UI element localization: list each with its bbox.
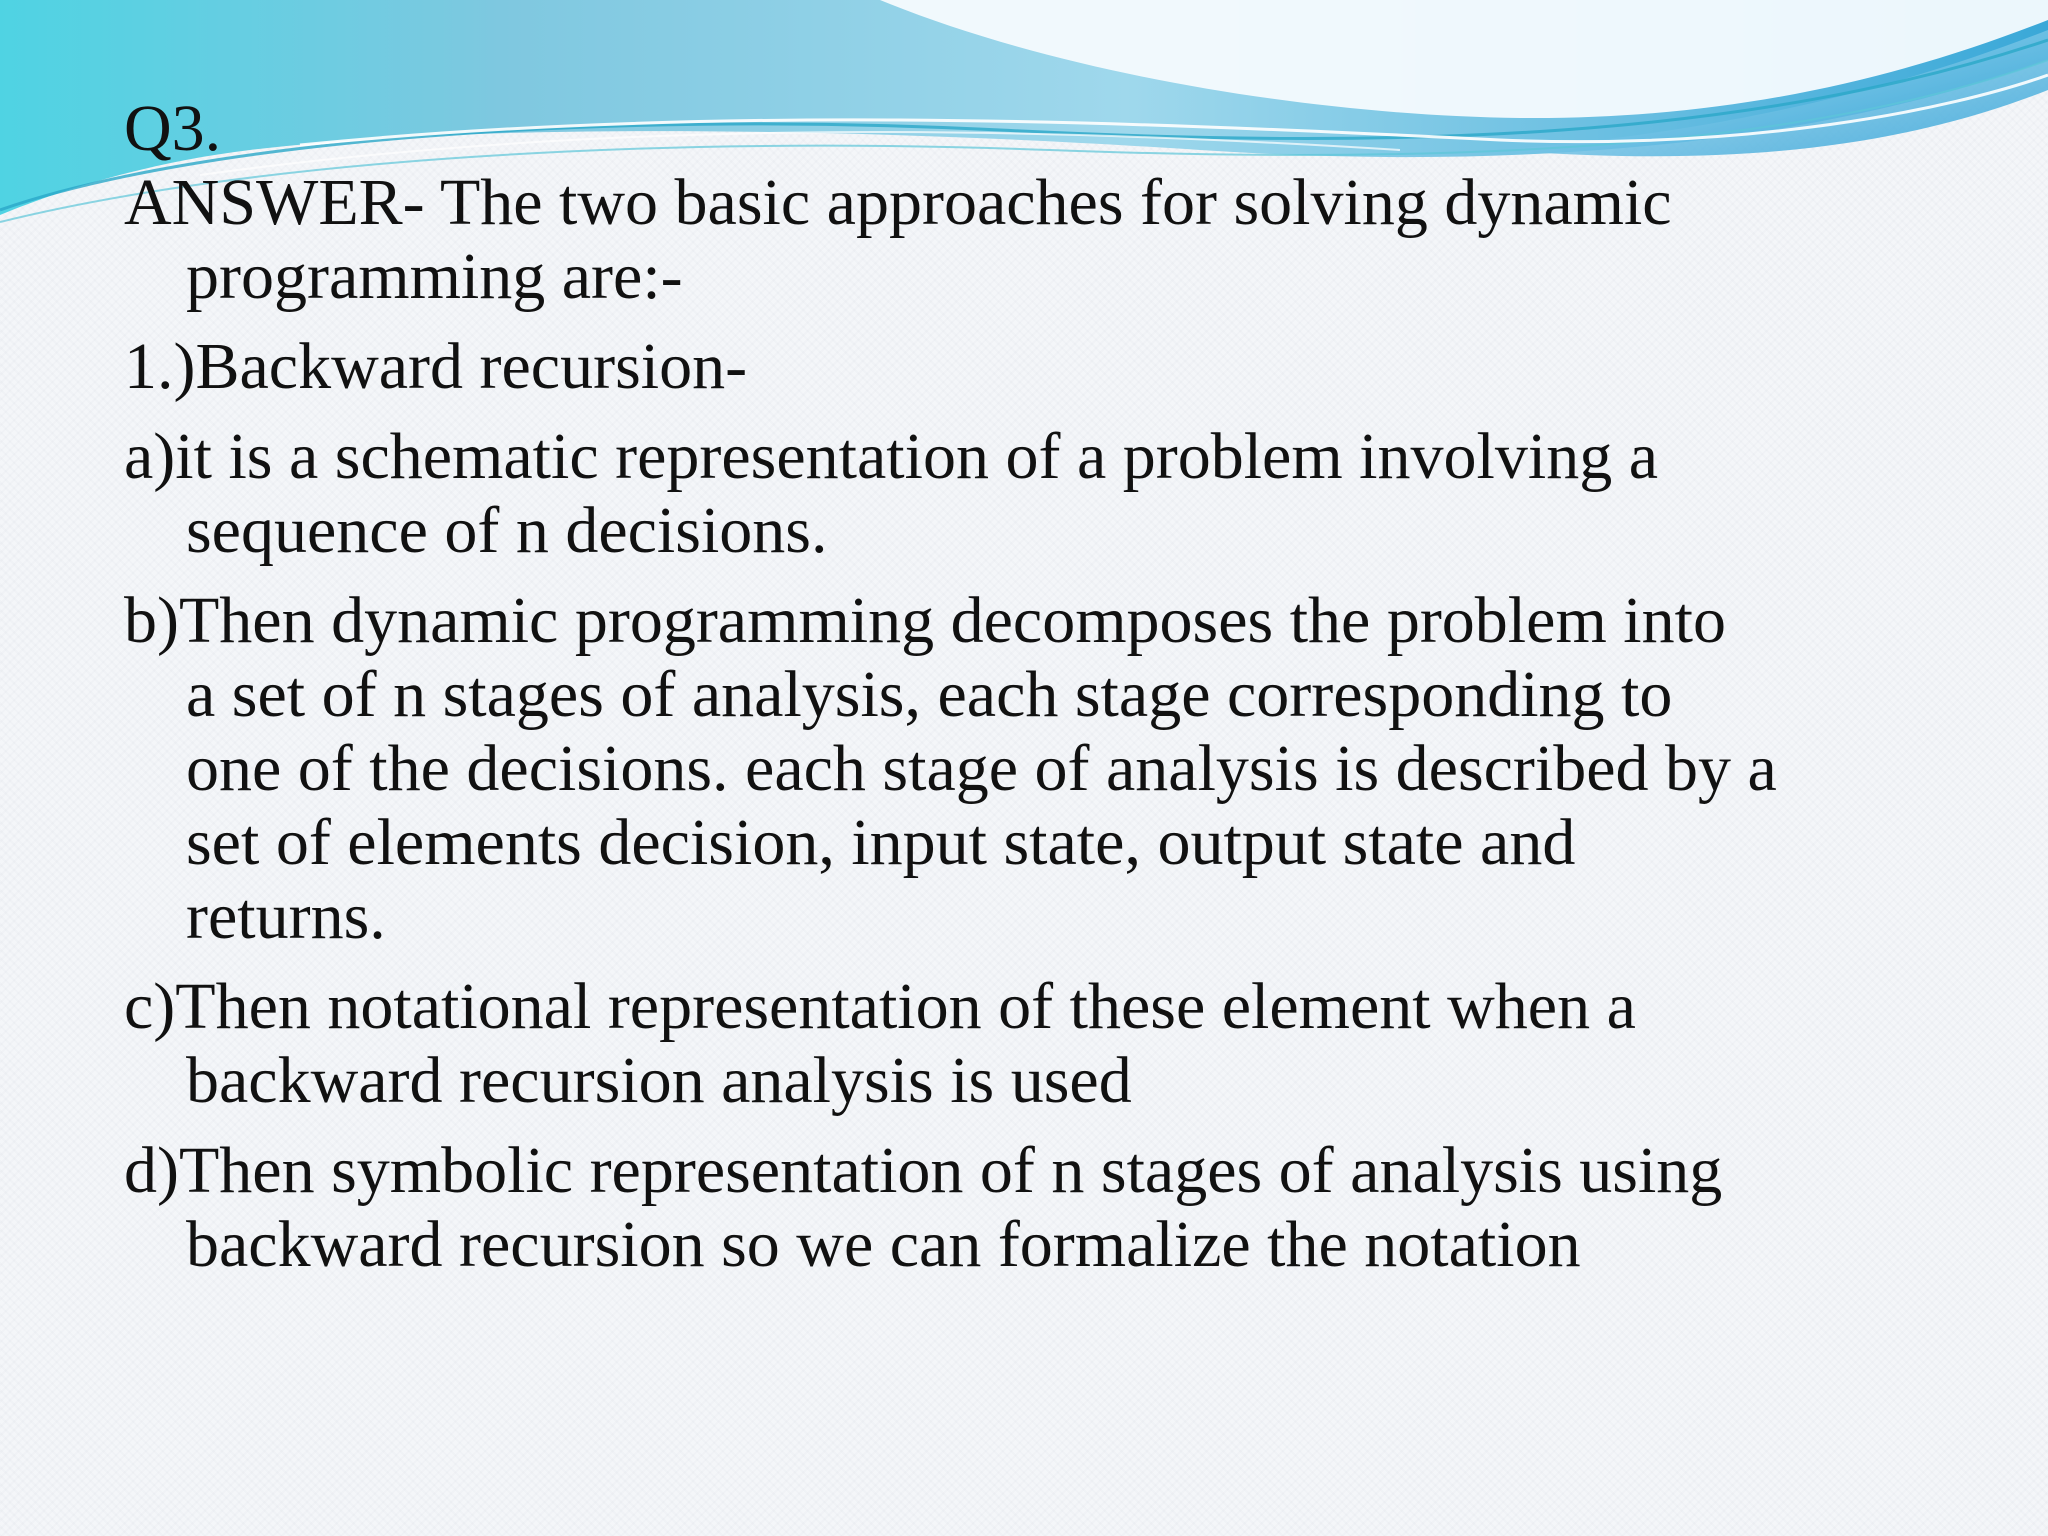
answer-line: ANSWER- The two basic approaches for solving dynamic (124, 166, 1672, 239)
list-item-d (124, 1134, 1924, 1282)
list-item-line: returns. (186, 880, 386, 953)
list-item-line: c)Then notational representation of these element when a (124, 970, 1636, 1043)
list-item-line: backward recursion analysis is used (186, 1044, 1132, 1117)
list-item-c (124, 970, 1924, 1118)
section-heading-block (124, 330, 1924, 404)
list-item-line: a)it is a schematic representation of a problem involving a (124, 420, 1658, 493)
list-item-line: set of elements decision, input state, output state and (186, 806, 1576, 879)
list-item-line: sequence of n decisions. (186, 494, 828, 567)
answer-intro (124, 166, 1924, 314)
list-item-b (124, 584, 1924, 954)
list-item-line: d)Then symbolic representation of n stages of analysis using (124, 1134, 1723, 1207)
list-item-line: one of the decisions. each stage of analysis is described by a (186, 732, 1777, 805)
slide-body (124, 92, 1924, 1298)
list-item-line: b)Then dynamic programming decomposes the problem into (124, 584, 1726, 657)
list-item-line: backward recursion so we can formalize the notation (186, 1208, 1581, 1281)
question-label: Q3. (124, 92, 222, 165)
section-heading: 1.)Backward recursion- (124, 330, 748, 403)
answer-line-continuation: programming are:- (186, 240, 683, 313)
list-item-a (124, 420, 1924, 568)
list-item-line: a set of n stages of analysis, each stage corresponding to (186, 658, 1673, 731)
